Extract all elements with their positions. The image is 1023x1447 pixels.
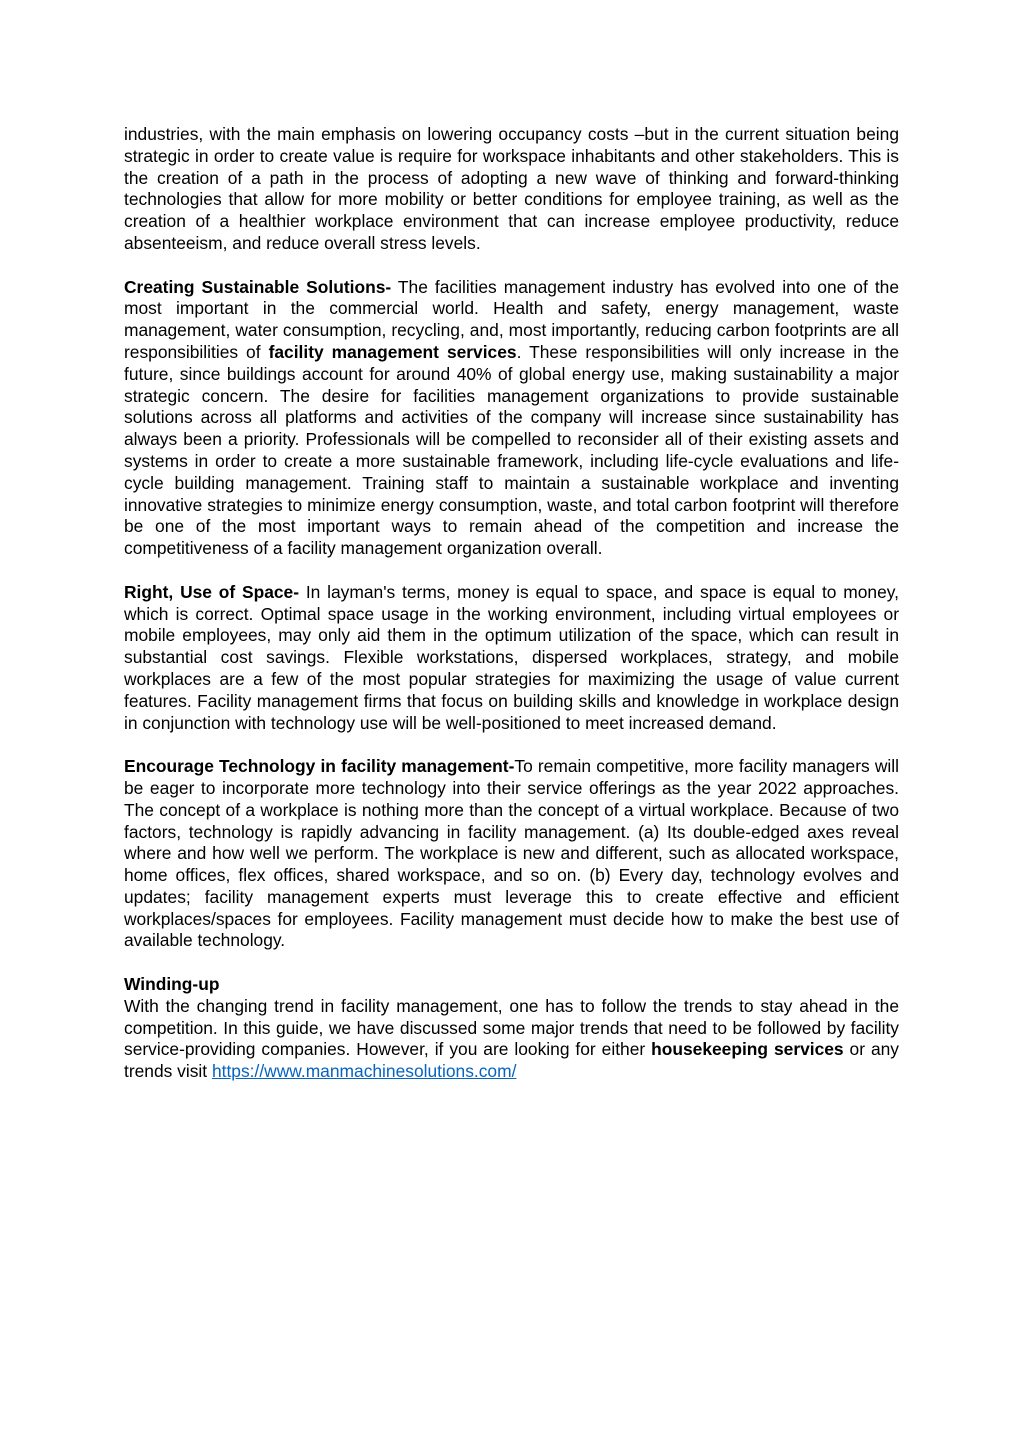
technology-heading: Encourage Technology in facility management- (124, 756, 515, 777)
winding-up-paragraph (124, 996, 899, 1083)
website-link[interactable]: https://www.manmachinesolutions.com/ (211, 1061, 517, 1082)
sustainable-solutions-text-2: . These responsibilities will only increase in the future, since buildings account for around 40% of global energy use, making sustainability a major strategic concern. The desire for facilities management organizations to provide sustainable solutions across all platforms and activities of the company will increase since sustainability has always been a priority. Professionals will be compelled to reconsider all of their existing assets and systems in order to create a more sustainable framework, including life-cycle evaluations and life-cycle building management. Training staff to maintain a sustainable workplace and inventing innovative strategies to minimize energy consumption, waste, and total carbon footprint will therefore be one of the most important ways to remain ahead of the competition and increase the competitiveness of a facility management organization overall. (124, 341, 899, 559)
use-of-space-heading: Right, Use of Space- (124, 581, 300, 602)
document-page (124, 124, 899, 1083)
sustainable-solutions-heading: Creating Sustainable Solutions- (124, 276, 392, 297)
use-of-space-text: In layman's terms, money is equal to space, and space is equal to money, which is correct. Optimal space usage in the working environment, including virtual employees or mobile employees, may only aid them in the optimum utilization of the space, which can result in substantial cost savings. Flexible workstations, dispersed workplaces, strategy, and mobile workplaces are a few of the most popular strategies for maximizing the usage of value current features. Facility management firms that focus on building skills and knowledge in workplace design in conjunction with technology use will be well-positioned to meet increased demand. (124, 581, 899, 733)
technology-paragraph (124, 756, 899, 952)
winding-up-text-2: or any trends visit (124, 1039, 899, 1082)
intro-text: industries, with the main emphasis on lowering occupancy costs –but in the current situation being strategic in order to create value is require for workspace inhabitants and other stakeholders. This is the creation of a path in the process of adopting a new wave of thinking and forward-thinking technologies that allow for more mobility or better conditions for employee training, as well as the creation of a healthier workplace environment that can increase employee productivity, reduce absenteeism, and reduce overall stress levels. (124, 124, 899, 253)
facility-management-services-term: facility management services (268, 341, 517, 362)
sustainable-solutions-paragraph (124, 277, 899, 560)
winding-up-text-1: With the changing trend in facility management, one has to follow the trends to stay ahead in the competition. In this guide, we have discussed some major trends that need to be followed by facility service-providing companies. However, if you are looking for either (124, 995, 899, 1060)
technology-text: To remain competitive, more facility managers will be eager to incorporate more technology into their service offerings as the year 2022 approaches. The concept of a workplace is nothing more than the concept of a virtual workplace. Because of two factors, technology is rapidly advancing in facility management. (a) Its double-edged axes reveal where and how well we perform. The workplace is new and different, such as allocated workspace, home offices, flex offices, shared workspace, and so on. (b) Every day, technology evolves and updates; facility management experts must leverage this to create effective and efficient workplaces/spaces for employees. Facility management must decide how to make the best use of available technology. (124, 756, 899, 951)
sustainable-solutions-text-1: The facilities management industry has evolved into one of the most important in the commercial world. Health and safety, energy management, waste management, water consumption, recycling, and, most importantly, reducing carbon footprints are all responsibilities of (124, 276, 900, 362)
winding-up-heading: Winding-up (124, 974, 220, 995)
use-of-space-paragraph (124, 582, 899, 735)
intro-paragraph (124, 124, 899, 255)
housekeeping-services-term: housekeeping services (651, 1039, 844, 1060)
